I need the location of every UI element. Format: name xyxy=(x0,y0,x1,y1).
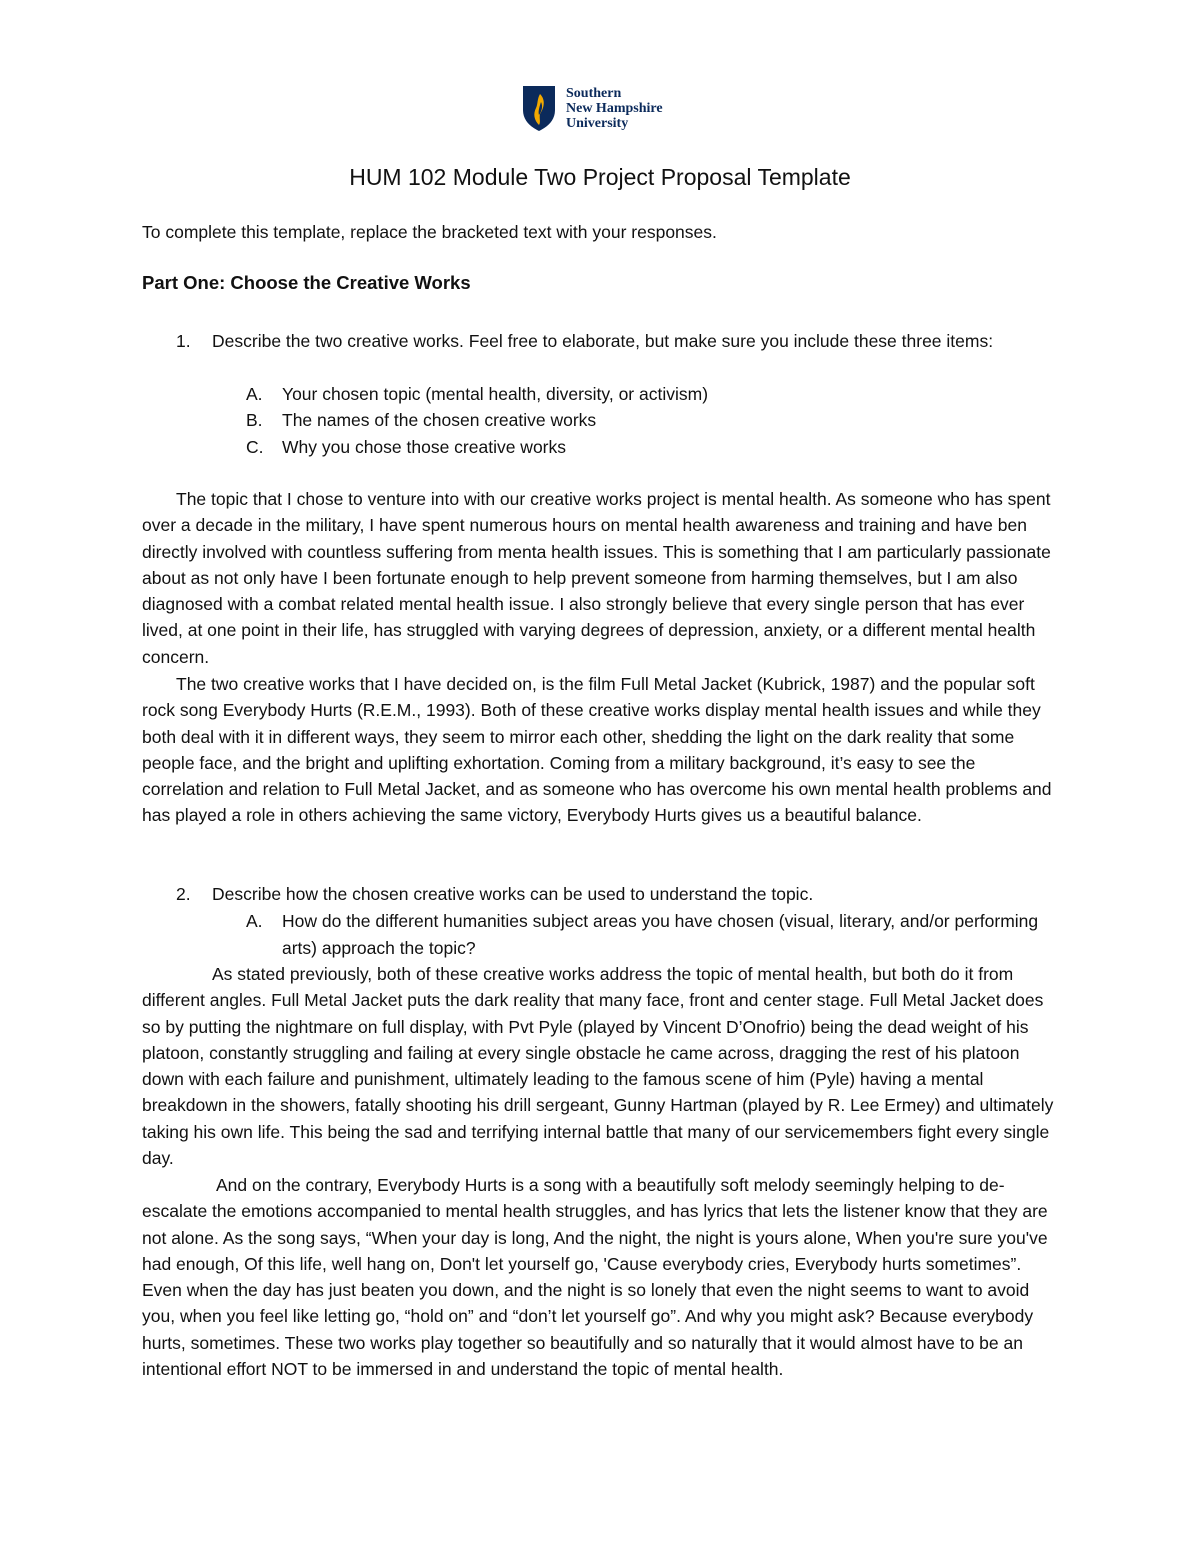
q1-answer-paragraph-2: The two creative works that I have decided on, is the film Full Metal Jacket (Kubrick, 1987) and the popular soft rock song Everybody Hurts (R.E.M., 1993). Both of these creative works display mental health issues and while they both deal with it in different ways, they seem to mirror each other, shedding the light on the dark reality that some people face, and the bright and uplifting exhortation. Coming from a military background, it’s easy to see the correlation and relation to Full Metal Jacket, and as someone who has overcome his own mental health problems and has played a role in others achieving the same victory, Everybody Hurts gives us a beautiful balance. xyxy=(142,674,1052,826)
q1-item-a: Your chosen topic (mental health, diversity, or activism) xyxy=(282,384,709,404)
q1-answer-paragraph-1: The topic that I chose to venture into with our creative works project is mental health. As someone who has spent over a decade in the military, I have spent numerous hours on mental health awareness and training and have ben directly involved with countless suffering from menta health issues. This is something that I am particularly passionate about as not only have I been fortunate enough to help prevent someone from harming themselves, but I am also diagnosed with a combat related mental health issue. I also strongly believe that every single person that has ever lived, at one point in their life, has struggled with varying degrees of depression, anxiety, or a different mental health concern. xyxy=(142,489,1051,667)
q1-prompt: Describe the two creative works. Feel free to elaborate, but make sure you include these three items: xyxy=(212,331,994,351)
q2-item-a: How do the different humanities subject areas you have chosen (visual, literary, and/or performing arts) approach the topic? xyxy=(282,911,1039,958)
intro-instructions: To complete this template, replace the bracketed text with your responses. xyxy=(142,222,717,242)
university-name xyxy=(566,86,663,131)
q1-item-a-letter: A. xyxy=(246,384,263,404)
q2-answer-paragraph-1: As stated previously, both of these creative works address the topic of mental health, but both do it from different angles. Full Metal Jacket puts the dark reality that many face, front and center stage. Full Metal Jacket does so by putting the nightmare on full display, with Pvt Pyle (played by Vincent D’Onofrio) being the dead weight of his platoon, constantly struggling and failing at every single obstacle he came across, dragging the rest of his platoon down with each failure and punishment, ultimately leading to the famous scene of him (Pyle) having a mental breakdown in the showers, fatally shooting his drill sergeant, Gunny Hartman (played by R. Lee Ermey) and ultimately taking his own life. This being the sad and terrifying internal battle that many of our servicemembers fight every single day. xyxy=(142,964,1054,1169)
q1-item-c-letter: C. xyxy=(246,437,264,457)
q1-number: 1. xyxy=(176,331,191,351)
document-title: HUM 102 Module Two Project Proposal Template xyxy=(349,164,851,190)
logo-line-2: New Hampshire xyxy=(566,100,663,116)
q1-item-c: Why you chose those creative works xyxy=(282,437,567,457)
q1-item-b: The names of the chosen creative works xyxy=(282,410,597,430)
q2-answer-paragraph-2: And on the contrary, Everybody Hurts is a song with a beautifully soft melody seemingly helping to de-escalate the emotions accompanied to mental health struggles, and has lyrics that lets the listener know that they are not alone. As the song says, “When your day is long, And the night, the night is yours alone, When you're sure you've had enough, Of this life, well hang on, Don't let yourself go, 'Cause everybody cries, Everybody hurts sometimes”. Even when the day has just beaten you down, and the night is so lonely that even the night seems to want to avoid you, when you feel like letting go, “hold on” and “don’t let yourself go”. And why you might ask? Because everybody hurts, sometimes. These two works play together so beautifully and so naturally that it would almost have to be an intentional effort NOT to be immersed in and understand the topic of mental health. xyxy=(142,1175,1048,1380)
logo-line-1: Southern xyxy=(566,85,622,101)
q1-item-b-letter: B. xyxy=(246,410,263,430)
q2-item-a-letter: A. xyxy=(246,911,263,931)
q2-number: 2. xyxy=(176,884,191,904)
shield-flame-icon xyxy=(522,84,556,132)
q2-prompt: Describe how the chosen creative works can be used to understand the topic. xyxy=(212,884,814,904)
logo-line-3: University xyxy=(566,115,629,131)
part-one-heading: Part One: Choose the Creative Works xyxy=(142,272,471,293)
university-logo xyxy=(522,84,663,132)
